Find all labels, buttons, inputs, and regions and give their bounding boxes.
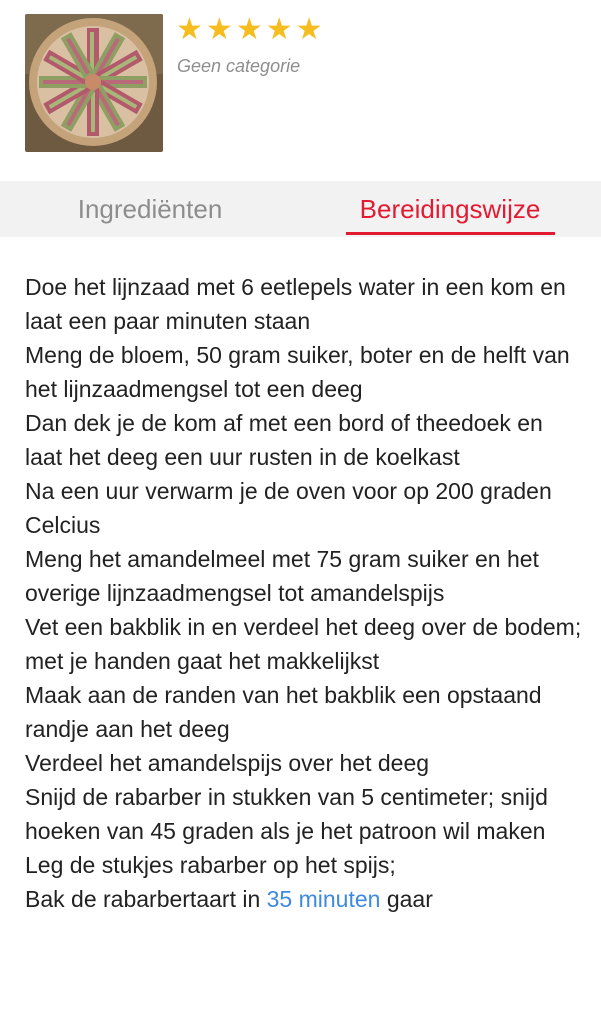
recipe-header [0,0,601,180]
star-rating[interactable] [176,12,323,48]
step-5: Meng het amandelmeel met 75 gram suiker en het overige lijnzaadmengsel tot amandelspijs [25,546,539,606]
step-11-text-before: Bak de rabarbertaart in [25,886,267,912]
step-10: Leg de stukjes rabarber op het spijs; [25,852,396,878]
step-8: Verdeel het amandelspijs over het deeg [25,750,430,776]
step-1: Doe het lijnzaad met 6 eetlepels water in een kom en laat een paar minuten staan [25,274,566,334]
step-9: Snijd de rabarber in stukken van 5 centimeter; snijd hoeken van 45 graden als je het patroon wil maken [25,784,548,844]
timer-link[interactable]: 35 minuten [266,886,381,912]
step-11-text-after: gaar [380,886,433,912]
recipe-photo[interactable] [25,14,163,152]
step-6: Vet een bakblik in en verdeel het deeg over de bodem; met je handen gaat het makkelijkst [25,614,582,674]
star-icon[interactable]: ★ [265,13,293,46]
star-icon[interactable]: ★ [295,13,323,46]
preparation-steps [25,270,585,916]
rhubarb-tart-image [25,14,163,152]
step-11 [25,882,585,916]
star-icon[interactable]: ★ [235,13,263,46]
category-label: Geen categorie [177,56,301,76]
tab-ingredients[interactable]: Ingrediënten [77,193,223,224]
step-7: Maak aan de randen van het bakblik een opstaand randje aan het deeg [25,682,542,742]
step-3: Dan dek je de kom af met een bord of theedoek en laat het deeg een uur rusten in de koelkast [25,410,543,470]
step-4: Na een uur verwarm je de oven voor op 200 graden Celcius [25,478,552,538]
star-icon[interactable]: ★ [205,13,233,46]
star-icon[interactable]: ★ [176,13,203,46]
tab-preparation[interactable]: Bereidingswijze [300,181,600,237]
step-2: Meng de bloem, 50 gram suiker, boter en de helft van het lijnzaadmengsel tot een deeg [25,342,570,402]
recipe-tabs [0,181,601,237]
